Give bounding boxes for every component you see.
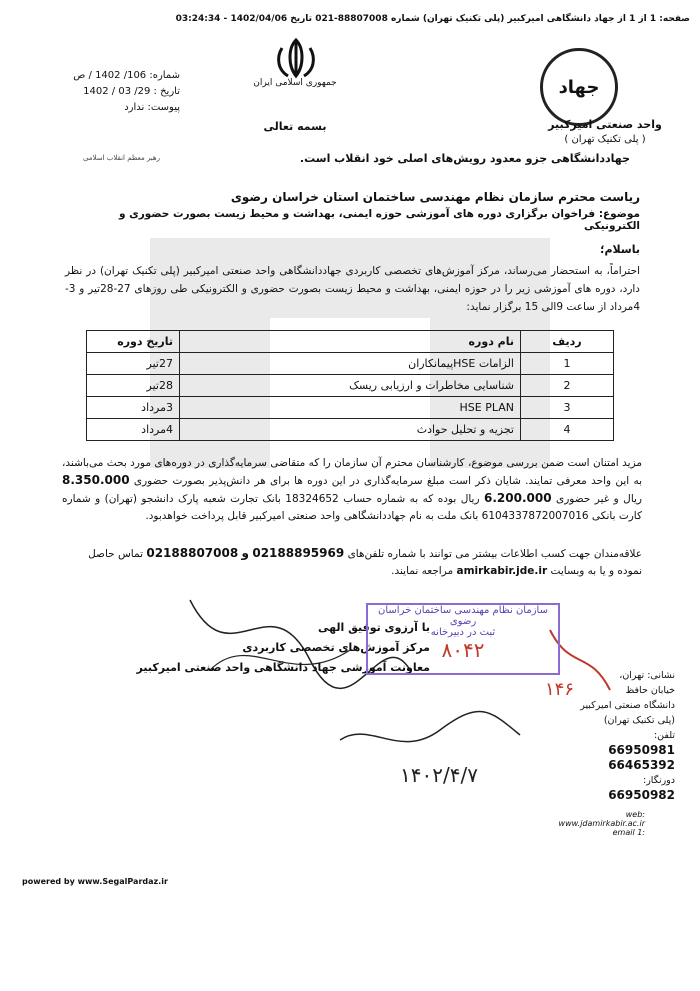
powered-by-footer: powered by www.SegalPardaz.ir — [22, 877, 168, 886]
fee-online: 6.200.000 — [483, 491, 552, 505]
letter-meta — [70, 68, 180, 116]
web-block — [525, 810, 645, 837]
contact-and: و — [241, 546, 250, 560]
bismillah: بسمه تعالی — [263, 120, 327, 133]
letter-attachment: پیوست: ندارد — [124, 102, 180, 113]
table-row — [87, 353, 614, 375]
cost-text-1: مزید امتنان است ضمن بررسی موضوع، کارشناسان محترم آن سازمان را که متقاضی سرمایه‌گذاری در دوره‌های مورد بحث می‌باشند، به این واحد معرفی تمایند. شایان ذکر است مبلغ سرمایه‌گذاری در این دوره ها برای هر دانش‌پذیر بصورت حضوری — [62, 457, 642, 487]
fax-label: دورنگار: — [643, 775, 675, 786]
address-line: خیابان حافظ — [625, 685, 675, 696]
closing-line: مرکز آموزش‌های تخصصی کاربردی — [242, 641, 430, 654]
row-number: 4 — [521, 419, 614, 441]
stamp-number: ۸۰۴۲ — [441, 638, 485, 662]
table-row — [87, 397, 614, 419]
table-row — [87, 375, 614, 397]
address-line: نشانی: تهران، — [619, 670, 675, 681]
course-date: 28تیر — [87, 375, 180, 397]
course-name: الزامات HSEپیمانکاران — [180, 353, 521, 375]
subject: موضوع: فراخوان برگزاری دوره های آموزشی حوزه ایمنی، بهداشت و محیط زیست بصورت حضوری و الکترونیکی — [118, 208, 640, 232]
intro-paragraph: احتراماً، به استحضار می‌رساند، مرکز آموزش‌های تخصصی کاربردی جهاددانشگاهی واحد صنعتی امیرکبیر (پلی تکنیک تهران) در نظر دارد، دوره های آموزشی زیر را در حوزه ایمنی، بهداشت و محیط زیست بصورت حضوری و الکترونیکی طی روزهای 27-28تیر و 3-4مرداد از ساعت 9الی 15 برگزار نماید: — [65, 265, 640, 313]
cost-text-3: ریال بوده که به شماره حساب 18324652 بانک تجارت شعبه پارک دانشجو (تهران) و شماره کارت بانکی 6104337872007016 بانک ملت به نام جهاددانشگاهی واحد صنعتی امیرکبیر قابل پرداخت خواهدبود. — [62, 493, 642, 522]
courses-table — [86, 330, 614, 441]
contact-text-1: علاقه‌مندان جهت کسب اطلاعات بیشتر می توانند با شماره تلفن‌های — [347, 548, 642, 560]
fax-number: 66950982 — [608, 788, 675, 802]
stamp-line-2: ثبت در دبیرخانه — [430, 627, 496, 638]
motto: جهاددانشگاهی جزو معدود رویش‌های اصلی خود انقلاب است. — [299, 152, 630, 165]
row-number: 1 — [521, 353, 614, 375]
cost-text-2: ریال و غیر حضوری — [556, 493, 643, 505]
fax-header-strip: صفحه: 1 از 1 از جهاد دانشگاهی امیرکبیر (پلی تکنیک تهران) شماره 88807008-021 تاریخ 1402/04/06 - 03:24:34 — [175, 14, 690, 24]
stamp-line-1: سازمان نظام مهندسی ساختمان خراسان رضوی — [378, 605, 548, 627]
unit-name: واحد صنعتی امیرکبیر — [548, 118, 662, 131]
course-name: تجزیه و تحلیل حوادث — [180, 419, 521, 441]
contact-text-3: مراجعه نمایند. — [391, 565, 454, 577]
header-course-date: تاریخ دوره — [87, 331, 180, 353]
web-url: www.jdamirkabir.ac.ir — [558, 819, 645, 828]
recipient: ریاست محترم سازمان نظام مهندسی ساختمان استان خراسان رضوی — [230, 190, 640, 204]
course-date: 3مرداد — [87, 397, 180, 419]
course-name: HSE PLAN — [180, 397, 521, 419]
address-line: دانشگاه صنعتی امیرکبیر — [580, 700, 675, 711]
email-label: email 1: — [612, 828, 645, 837]
letter-date: تاریخ : 29/ 03 / 1402 — [83, 86, 180, 97]
phone-number-1: 02188895969 — [252, 546, 345, 560]
motto-source: رهبر معظم انقلاب اسلامی — [82, 154, 160, 162]
closing-line: معاونت آموزشی جهاد دانشگاهی واحد صنعتی امیرکبیر — [136, 661, 430, 674]
row-number: 3 — [521, 397, 614, 419]
salutation: باسلام؛ — [600, 243, 640, 256]
iran-emblem-icon — [268, 36, 324, 82]
phone-number-2: 02188807008 — [146, 546, 239, 560]
logo-text: جهاد — [558, 76, 600, 98]
contact-text-2: تماس حاصل نموده و یا به وبسایت — [88, 548, 642, 577]
jahad-logo — [540, 48, 618, 126]
closing-line: با آرزوی توفیق الهی — [317, 621, 430, 634]
address-block — [545, 668, 675, 803]
table-header-row — [87, 331, 614, 353]
handwritten-date: ۱۴۰۲/۴/۷ — [400, 763, 478, 787]
header-course-name: نام دوره — [180, 331, 521, 353]
course-date: 27تیر — [87, 353, 180, 375]
course-date: 4مرداد — [87, 419, 180, 441]
republic-label: جمهوری اسلامی ایران — [253, 78, 337, 88]
address-phone-1: 66950981 — [608, 743, 675, 757]
table-row — [87, 419, 614, 441]
cost-paragraph — [62, 455, 642, 525]
website-link: amirkabir.jde.ir — [456, 565, 548, 577]
address-line: (پلی تکنیک تهران) — [603, 715, 675, 726]
fee-in-person: 8.350.000 — [62, 473, 130, 487]
address-phone-2: 66465392 — [608, 758, 675, 772]
letter-number: شماره: 106/ 1402 / ص — [73, 70, 180, 81]
address-line: تلفن: — [653, 730, 675, 741]
registration-stamp — [366, 603, 560, 675]
web-label: web: — [625, 810, 645, 819]
course-name: شناسایی مخاطرات و ارزیابی ریسک — [180, 375, 521, 397]
row-number: 2 — [521, 375, 614, 397]
handwritten-number: ۱۴۶ — [545, 679, 575, 700]
header-row-number: ردیف — [521, 331, 614, 353]
unit-subtitle: ( پلی تکنیک تهران ) — [564, 134, 646, 145]
